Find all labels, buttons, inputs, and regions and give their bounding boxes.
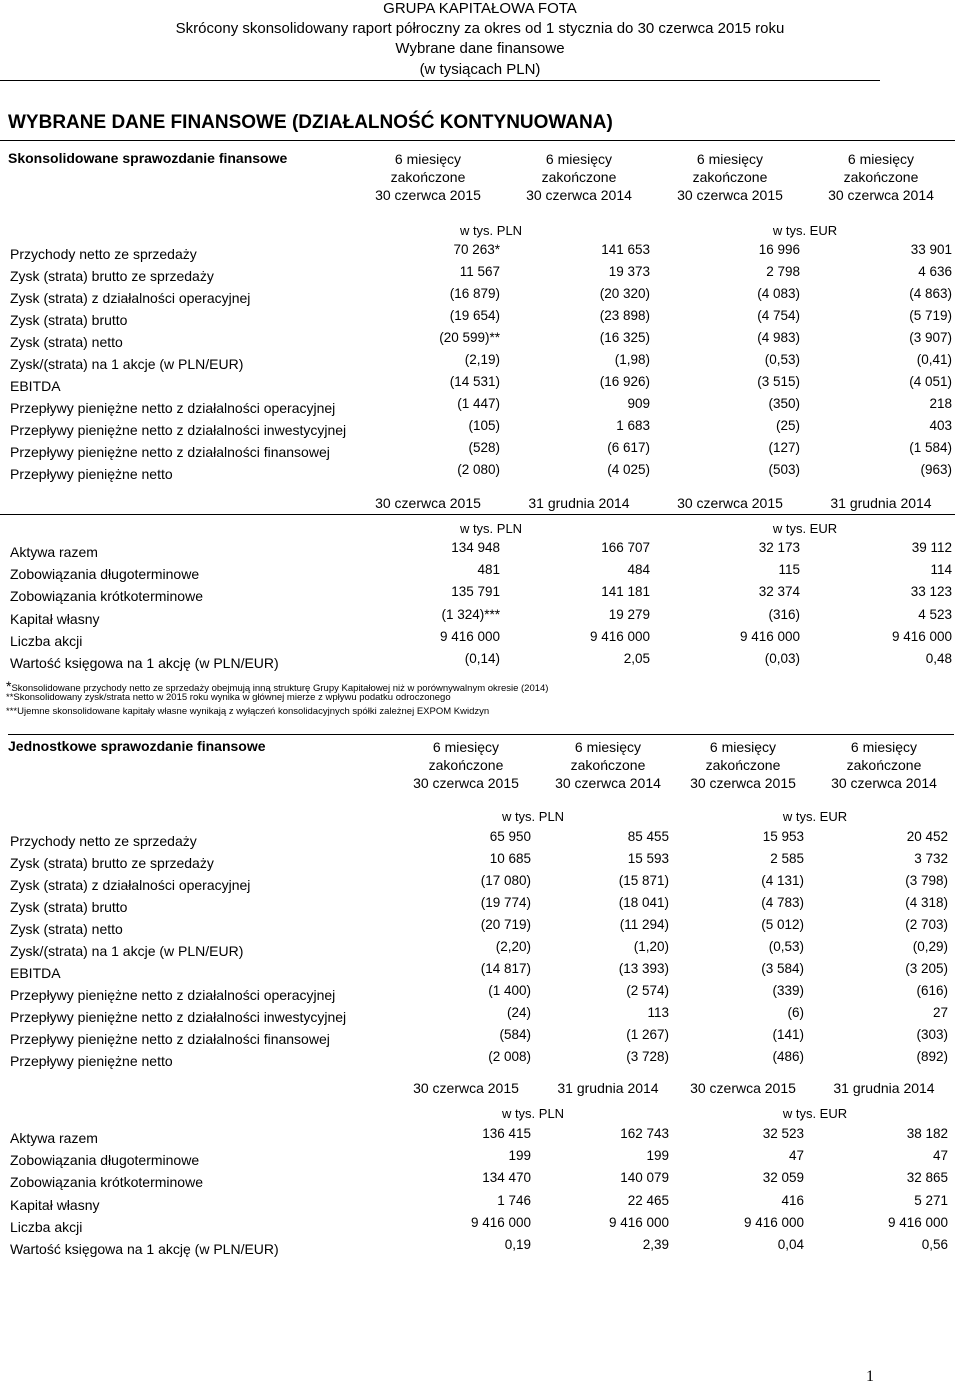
table-row-label: Przepływy pieniężne netto (10, 1053, 173, 1069)
table-row-label: Zysk (strata) z działalności operacyjnej (10, 290, 251, 306)
table-cell: 47 (932, 1148, 948, 1164)
footnote-mark: *** (6, 706, 18, 717)
table-row-label: Zobowiązania krótkoterminowe (10, 588, 203, 605)
table-row-label: Przepływy pieniężne netto z działalności finansowej (10, 444, 330, 460)
table-cell: (20 719) (480, 917, 531, 932)
period-header-line: 30 czerwca 2015 (375, 187, 481, 203)
table-cell: 4 636 (918, 264, 952, 279)
table-cell: 33 123 (910, 584, 952, 600)
table-cell: 33 901 (910, 242, 952, 257)
footnote-mark: ** (6, 692, 14, 703)
table-row-label: Zysk/(strata) na 1 akcje (w PLN/EUR) (10, 356, 244, 372)
table-cell: (1 400) (488, 983, 531, 998)
period-header-line: 6 miesięcy (696, 151, 764, 167)
table-cell: 65 950 (489, 829, 531, 844)
table-cell: 9 416 000 (470, 1214, 531, 1230)
table-cell: (2 008) (488, 1049, 531, 1064)
table-cell: 909 (627, 396, 650, 411)
unit-pln-label: w tys. PLN (459, 223, 523, 238)
page-number: 1 (866, 1368, 874, 1385)
table-cell: 5 271 (914, 1192, 948, 1208)
table-cell: (486) (772, 1049, 804, 1064)
table-cell: (16 879) (449, 286, 500, 301)
period-header-line: zakończone (570, 757, 646, 773)
table-cell: 9 416 000 (608, 1214, 669, 1230)
table-cell: (2 703) (905, 917, 948, 932)
period-header-line: 6 miesięcy (545, 151, 613, 167)
table-cell: (2,20) (495, 939, 531, 954)
table-cell: 2,39 (642, 1237, 669, 1252)
table-cell: (105) (468, 418, 500, 433)
table-cell: 16 996 (758, 242, 800, 257)
table-cell: (25) (775, 418, 800, 433)
standalone-heading: Jednostkowe sprawozdanie finansowe (8, 738, 266, 754)
table-cell: 218 (929, 396, 952, 411)
table-row-label: Zysk (strata) brutto ze sprzedaży (10, 268, 214, 284)
table-cell: (0,29) (912, 939, 948, 954)
table-cell: (1 324)*** (441, 606, 500, 622)
table-cell: (3 728) (626, 1049, 669, 1064)
table-cell: (4 783) (761, 895, 804, 910)
table-row-label: EBITDA (10, 378, 61, 394)
table-cell: (616) (916, 983, 948, 998)
unit-pln-label: w tys. PLN (501, 809, 565, 824)
table-cell: 9 416 000 (743, 1214, 804, 1230)
period-header (391, 738, 541, 792)
table-cell: 15 593 (627, 851, 669, 866)
balance-divider (0, 514, 955, 515)
table-cell: (127) (768, 440, 800, 455)
period-header-line: 6 miesięcy (847, 151, 915, 167)
table-cell: (316) (768, 606, 800, 622)
period-header-line: 30 czerwca 2014 (828, 187, 934, 203)
table-cell: (13 393) (618, 961, 669, 976)
table-cell: (4 863) (909, 286, 952, 301)
table-cell: (350) (768, 396, 800, 411)
header-divider (0, 80, 880, 81)
table-cell: 162 743 (620, 1126, 669, 1141)
table-cell: 27 (932, 1005, 948, 1020)
table-cell: 1 746 (497, 1192, 531, 1208)
period-header (504, 150, 654, 204)
table-cell: (4 754) (757, 308, 800, 323)
period-header-line: 30 czerwca 2014 (526, 187, 632, 203)
table-cell: (3 515) (757, 374, 800, 389)
table-cell: 0,48 (925, 651, 952, 666)
table-cell: (963) (920, 462, 952, 477)
table-cell: 4 523 (918, 606, 952, 622)
table-cell: (19 654) (449, 308, 500, 323)
table-cell: (4 083) (757, 286, 800, 301)
footnote-mark: * (6, 678, 12, 694)
table-row-label: Zysk/(strata) na 1 akcje (w PLN/EUR) (10, 943, 244, 959)
period-header-line: 6 miesięcy (394, 151, 462, 167)
table-cell: 10 685 (489, 851, 531, 866)
title-divider (0, 140, 955, 141)
table-row-label: Zobowiązania długoterminowe (10, 1152, 200, 1169)
table-cell: (1 447) (457, 396, 500, 411)
table-cell: (16 325) (599, 330, 650, 345)
balance-date-header: 31 grudnia 2014 (830, 495, 932, 511)
table-cell: 32 865 (906, 1170, 948, 1186)
table-cell: 32 374 (758, 584, 800, 600)
table-cell: (4 025) (607, 462, 650, 477)
table-cell: (6 617) (607, 440, 650, 455)
table-cell: (2,19) (464, 352, 500, 367)
table-cell: (16 926) (599, 374, 650, 389)
table-cell: 115 (778, 562, 800, 578)
table-cell: 39 112 (911, 540, 952, 555)
footnote-text: Ujemne skonsolidowane kapitały własne wynikają z wyłączeń konsolidacyjnych spółki zależnej EXPOM Kwidzyn (17, 706, 490, 717)
period-header-line: 6 miesięcy (432, 739, 500, 755)
table-cell: 38 182 (906, 1126, 948, 1141)
table-cell: (3 205) (905, 961, 948, 976)
table-cell: 32 059 (762, 1170, 804, 1186)
table-cell: 11 567 (459, 264, 500, 279)
table-row-label: Zysk (strata) brutto ze sprzedaży (10, 855, 214, 871)
period-header-line: zakończone (390, 169, 466, 185)
period-header (668, 738, 818, 792)
table-cell: 2 585 (770, 851, 804, 866)
unit-eur-label: w tys. EUR (782, 1106, 848, 1121)
table-cell: 9 416 000 (589, 628, 650, 644)
balance-date-header: 30 czerwca 2015 (375, 495, 481, 511)
table-cell: 32 523 (762, 1126, 804, 1141)
table-cell: 19 279 (608, 606, 650, 622)
table-cell: (0,53) (768, 939, 804, 954)
table-cell: (528) (468, 440, 500, 455)
table-cell: (2 574) (626, 983, 669, 998)
table-cell: (6) (787, 1005, 804, 1020)
table-cell: 3 732 (914, 851, 948, 866)
table-row-label: Przepływy pieniężne netto z działalności operacyjnej (10, 987, 336, 1003)
table-cell: 416 (781, 1192, 804, 1208)
period-header-line: 30 czerwca 2015 (413, 775, 519, 791)
period-header (655, 150, 805, 204)
unit-eur-label: w tys. EUR (782, 809, 848, 824)
table-cell: 9 416 000 (439, 628, 500, 644)
table-cell: 135 791 (451, 584, 500, 600)
table-cell: 136 415 (482, 1126, 531, 1141)
period-header (806, 150, 956, 204)
table-cell: 47 (788, 1148, 804, 1164)
table-cell: 134 948 (451, 540, 500, 555)
period-header (353, 150, 503, 204)
table-cell: (0,14) (464, 651, 500, 666)
table-cell: (141) (772, 1027, 804, 1042)
page-title: WYBRANE DANE FINANSOWE (DZIAŁALNOŚĆ KONTYNUOWANA) (8, 112, 613, 133)
table-row-label: Przepływy pieniężne netto z działalności inwestycyjnej (10, 422, 347, 438)
table-cell: 113 (647, 1005, 669, 1020)
table-cell: (3 907) (909, 330, 952, 345)
table-cell: (1,98) (614, 352, 650, 367)
table-cell: (1 584) (909, 440, 952, 455)
report-unit: (w tysiącach PLN) (419, 61, 541, 78)
table-cell: (14 817) (480, 961, 531, 976)
table-cell: (3 584) (761, 961, 804, 976)
period-header-line: zakończone (846, 757, 922, 773)
table-row-label: Przepływy pieniężne netto z działalności inwestycyjnej (10, 1009, 347, 1025)
table-row-label: EBITDA (10, 965, 61, 981)
table-cell: 22 465 (627, 1192, 669, 1208)
table-cell: 0,19 (504, 1237, 531, 1252)
table-cell: (4 131) (761, 873, 804, 888)
consolidated-heading: Skonsolidowane sprawozdanie finansowe (8, 150, 288, 166)
table-cell: 9 416 000 (739, 628, 800, 644)
table-cell: 141 181 (601, 584, 650, 600)
company-name: GRUPA KAPITAŁOWA FOTA (383, 0, 577, 17)
period-header-line: 6 miesięcy (574, 739, 642, 755)
table-cell: (4 051) (909, 374, 952, 389)
table-cell: (15 871) (618, 873, 669, 888)
footnote (6, 692, 451, 703)
table-row-label: Zysk (strata) brutto (10, 899, 128, 915)
table-cell: (0,41) (916, 352, 952, 367)
unit-eur-label: w tys. EUR (772, 223, 838, 238)
table-cell: (339) (772, 983, 804, 998)
table-cell: (1 267) (626, 1027, 669, 1042)
table-cell: 2 798 (766, 264, 800, 279)
table-row-label: Przychody netto ze sprzedaży (10, 833, 197, 849)
table-cell: 15 953 (762, 829, 804, 844)
table-row-label: Przychody netto ze sprzedaży (10, 246, 197, 262)
table-row-label: Kapitał własny (10, 1196, 100, 1213)
table-cell: 85 455 (627, 829, 669, 844)
table-cell: (584) (499, 1027, 531, 1042)
table-cell: (5 719) (909, 308, 952, 323)
table-cell: 1 683 (616, 418, 650, 433)
table-row-label: Zysk (strata) netto (10, 334, 123, 350)
period-header-line: zakończone (541, 169, 617, 185)
table-cell: (303) (916, 1027, 948, 1042)
table-cell: 32 173 (758, 540, 800, 555)
table-cell: 481 (477, 562, 500, 578)
table-cell: 199 (508, 1148, 531, 1164)
table-cell: (503) (768, 462, 800, 477)
table-cell: 19 373 (608, 264, 650, 279)
table-cell: (11 294) (619, 917, 669, 932)
unit-eur-label: w tys. EUR (772, 521, 838, 536)
table-cell: (4 318) (905, 895, 948, 910)
table-cell: 134 470 (482, 1170, 531, 1186)
table-cell: 0,56 (921, 1237, 948, 1252)
balance-date-header: 30 czerwca 2015 (677, 495, 783, 511)
footnote (6, 706, 489, 717)
table-cell: (2 080) (457, 462, 500, 477)
table-row-label: Przepływy pieniężne netto z działalności operacyjnej (10, 400, 336, 416)
table-cell: 2,05 (623, 651, 650, 666)
table-row-label: Zysk (strata) netto (10, 921, 123, 937)
table-row-label: Liczba akcji (10, 1218, 83, 1235)
table-cell: 20 452 (906, 829, 948, 844)
table-row-label: Wartość księgowa na 1 akcję (w PLN/EUR) (10, 655, 279, 671)
table-cell: (17 080) (480, 873, 531, 888)
period-header-line: 30 czerwca 2015 (690, 775, 796, 791)
report-title: Skrócony skonsolidowany raport półroczny za okres od 1 stycznia do 30 czerwca 2015 roku (175, 20, 785, 37)
table-cell: (18 041) (618, 895, 669, 910)
period-header-line: zakończone (692, 169, 768, 185)
unit-pln-label: w tys. PLN (459, 521, 523, 536)
period-header (533, 738, 683, 792)
table-cell: 403 (929, 418, 952, 433)
period-header (809, 738, 959, 792)
balance-date-header: 30 czerwca 2015 (690, 1080, 796, 1096)
table-row-label: Wartość księgowa na 1 akcję (w PLN/EUR) (10, 1241, 279, 1257)
period-header-line: 30 czerwca 2015 (677, 187, 783, 203)
table-cell: 70 263* (453, 242, 500, 257)
period-header-line: 6 miesięcy (709, 739, 777, 755)
period-header-line: zakończone (705, 757, 781, 773)
table-cell: 166 707 (601, 540, 650, 555)
balance-date-header: 31 grudnia 2014 (833, 1080, 935, 1096)
period-header-line: 30 czerwca 2014 (831, 775, 937, 791)
table-cell: (0,03) (764, 651, 800, 666)
table-row-label: Zysk (strata) brutto (10, 312, 128, 328)
table-cell: (20 320) (599, 286, 650, 301)
table-row-label: Zobowiązania krótkoterminowe (10, 1174, 203, 1191)
table-cell: (4 983) (757, 330, 800, 345)
table-cell: 199 (646, 1148, 669, 1164)
table-row-label: Aktywa razem (10, 1130, 98, 1146)
table-cell: (3 798) (905, 873, 948, 888)
table-cell: (24) (506, 1005, 531, 1020)
balance-date-header: 31 grudnia 2014 (528, 495, 630, 511)
unit-pln-label: w tys. PLN (501, 1106, 565, 1121)
section-divider (8, 734, 954, 735)
table-row-label: Przepływy pieniężne netto z działalności finansowej (10, 1031, 330, 1047)
table-row-label: Aktywa razem (10, 544, 98, 560)
table-cell: 9 416 000 (887, 1214, 948, 1230)
table-row-label: Liczba akcji (10, 632, 83, 649)
table-cell: (19 774) (480, 895, 531, 910)
table-cell: (5 012) (761, 917, 804, 932)
table-cell: 9 416 000 (891, 628, 952, 644)
table-cell: (14 531) (449, 374, 500, 389)
table-cell: 0,04 (777, 1237, 804, 1252)
table-row-label: Kapitał własny (10, 610, 100, 627)
table-cell: (23 898) (599, 308, 650, 323)
table-cell: (0,53) (764, 352, 800, 367)
table-cell: (20 599)** (439, 330, 500, 345)
period-header-line: zakończone (843, 169, 919, 185)
table-row-label: Zobowiązania długoterminowe (10, 566, 200, 583)
footnote-text: Skonsolidowane przychody netto ze sprzedaży obejmują inną strukturę Grupy Kapitałowej niż w porównywalnym okresie (2014) (11, 683, 549, 694)
table-cell: (1,20) (633, 939, 669, 954)
table-cell: 140 079 (620, 1170, 669, 1186)
period-header-line: 30 czerwca 2014 (555, 775, 661, 791)
balance-date-header: 30 czerwca 2015 (413, 1080, 519, 1096)
balance-date-header: 31 grudnia 2014 (557, 1080, 659, 1096)
footnote-text: Skonsolidowany zysk/strata netto w 2015 roku wynika w głównej mierze z wpływu podatku odroczonego (13, 692, 451, 703)
table-cell: (892) (916, 1049, 948, 1064)
period-header-line: 6 miesięcy (850, 739, 918, 755)
table-row-label: Przepływy pieniężne netto (10, 466, 173, 482)
period-header-line: zakończone (428, 757, 504, 773)
report-section: Wybrane dane finansowe (395, 40, 565, 57)
table-cell: 141 653 (601, 242, 650, 257)
table-row-label: Zysk (strata) z działalności operacyjnej (10, 877, 251, 893)
table-cell: 484 (627, 562, 650, 578)
table-cell: 114 (930, 562, 952, 578)
